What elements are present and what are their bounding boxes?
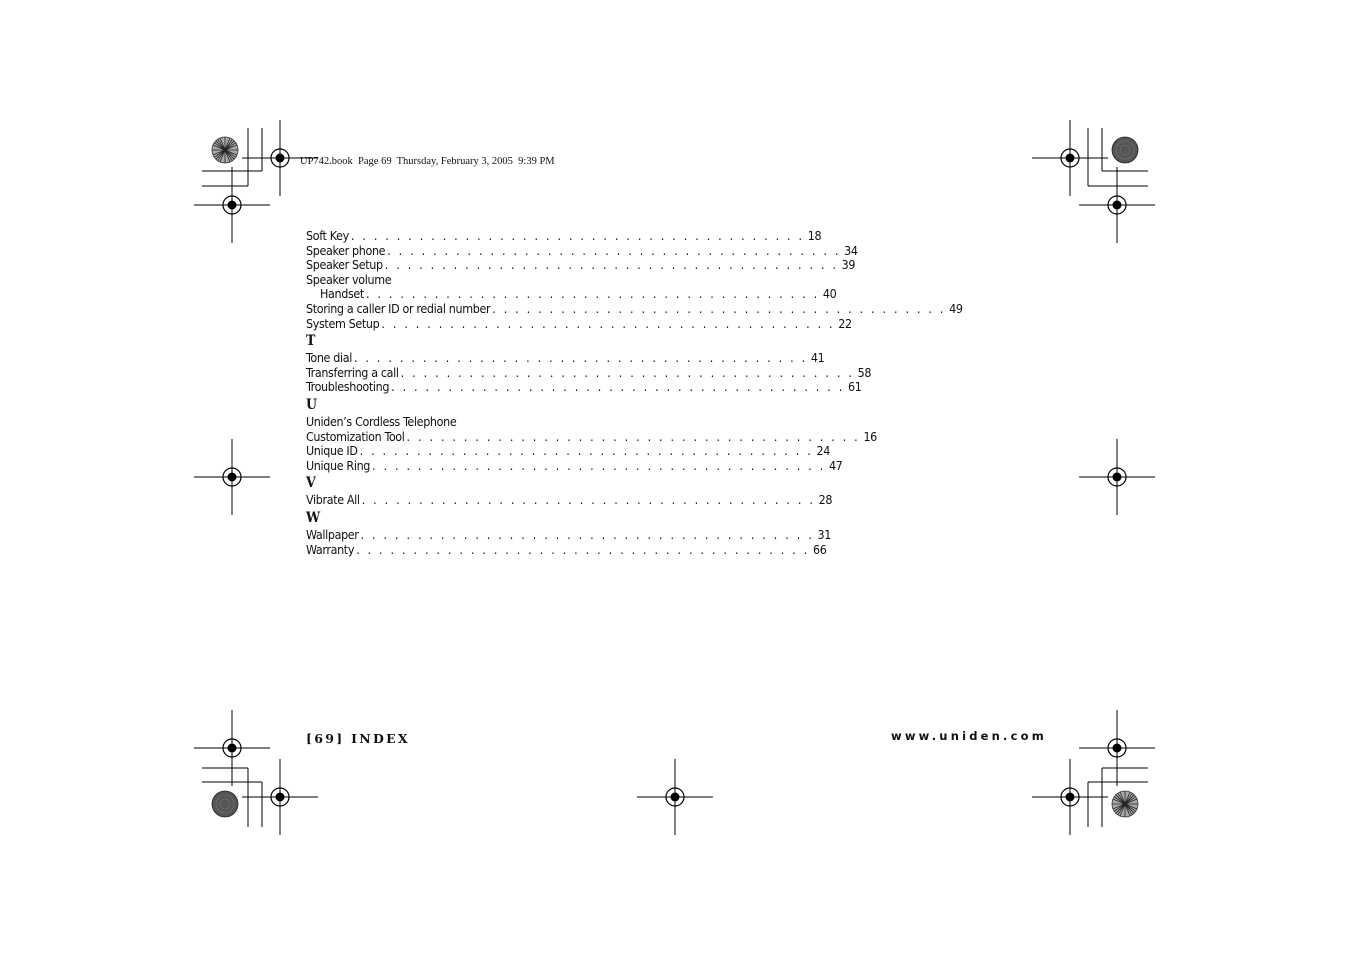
index-letter-heading: T bbox=[306, 333, 316, 350]
dot-leader: . . . . . . . . . . . . . . . . . . . . . . . . . . . . . . . . . . . . . . . . bbox=[361, 492, 816, 508]
index-entry-term: Wallpaper bbox=[306, 526, 359, 542]
index-entry-term: Tone dial bbox=[306, 350, 352, 366]
index-entry bbox=[306, 443, 830, 459]
dot-leader: . . . . . . . . . . . . . . . . . . . . . . . . . . . . . . . . . . . . . . . . bbox=[384, 257, 839, 273]
index-entry-term: Speaker phone bbox=[306, 242, 386, 258]
index-entry bbox=[306, 228, 822, 244]
index-entry-page: 18 bbox=[807, 228, 822, 243]
index-entry-term: Storing a caller ID or redial number bbox=[306, 300, 491, 316]
dot-leader: . . . . . . . . . . . . . . . . . . . . . . . . . . . . . . . . . . . . . . . . bbox=[353, 350, 808, 366]
index-entry-term: Speaker Setup bbox=[306, 257, 383, 273]
index-entry bbox=[306, 428, 877, 445]
index-entry-term: Transferring a call bbox=[306, 364, 399, 380]
dot-leader: . . . . . . . . . . . . . . . . . . . . . . . . . . . . . . . . . . . . . . . . bbox=[406, 428, 860, 444]
index-entry bbox=[306, 300, 963, 317]
footer-website: www.uniden.com bbox=[891, 729, 1047, 743]
dot-leader: . . . . . . . . . . . . . . . . . . . . . . . . . . . . . . . . . . . . . . . . bbox=[400, 364, 855, 380]
index-entry-page: 61 bbox=[848, 379, 862, 395]
index-entry bbox=[306, 242, 858, 259]
index-entry-term: Unique Ring bbox=[306, 457, 371, 473]
index-entry-page: 24 bbox=[816, 443, 830, 459]
index-column bbox=[306, 228, 963, 557]
index-entry-page: 58 bbox=[857, 364, 872, 380]
dot-leader: . . . . . . . . . . . . . . . . . . . . . . . . . . . . . . . . . . . . . . . . bbox=[350, 228, 805, 243]
index-entry-page: 47 bbox=[828, 457, 843, 473]
index-parent-entry: Uniden’s Cordless Telephone bbox=[306, 413, 457, 429]
index-letter-heading: W bbox=[306, 509, 321, 526]
index-entry-page: 34 bbox=[844, 242, 858, 258]
index-entry-page: 39 bbox=[841, 257, 856, 273]
dot-leader: . . . . . . . . . . . . . . . . . . . . . . . . . . . . . . . . . . . . . . . . bbox=[387, 242, 841, 258]
index-entry-page: 31 bbox=[817, 526, 831, 542]
index-entry-page: 16 bbox=[863, 428, 877, 444]
index-letter-heading: U bbox=[306, 396, 317, 413]
index-entry bbox=[306, 541, 827, 558]
print-slug-line: UP742.book Page 69 Thursday, February 3, 2005 9:39 PM bbox=[300, 156, 555, 167]
dot-leader: . . . . . . . . . . . . . . . . . . . . . . . . . . . . . . . . . . . . . . . . bbox=[356, 541, 810, 557]
index-entry-page: 40 bbox=[822, 286, 837, 302]
footer-page-label: [69] INDEX bbox=[306, 731, 410, 746]
index-entry-term: System Setup bbox=[306, 315, 380, 331]
index-entry-page: 28 bbox=[818, 492, 833, 508]
index-entry-term: Handset bbox=[320, 286, 364, 302]
index-entry-page: 49 bbox=[949, 300, 963, 316]
index-letter-heading: V bbox=[306, 475, 316, 492]
index-entry-term: Customization Tool bbox=[306, 428, 405, 444]
index-entry-page: 41 bbox=[810, 350, 825, 366]
index-entry-page: 22 bbox=[838, 315, 852, 331]
index-entry bbox=[306, 364, 872, 381]
index-entry-term: Unique ID bbox=[306, 443, 358, 459]
index-entry bbox=[306, 350, 825, 366]
dot-leader: . . . . . . . . . . . . . . . . . . . . . . . . . . . . . . . . . . . . . . . . bbox=[381, 315, 835, 331]
index-parent-entry: Speaker volume bbox=[306, 271, 392, 287]
index-entry bbox=[306, 492, 833, 508]
index-entry bbox=[306, 257, 856, 273]
index-entry bbox=[306, 379, 862, 395]
index-entry-term: Soft Key bbox=[306, 228, 349, 243]
dot-leader: . . . . . . . . . . . . . . . . . . . . . . . . . . . . . . . . . . . . . . . . bbox=[360, 526, 814, 542]
dot-leader: . . . . . . . . . . . . . . . . . . . . . . . . . . . . . . . . . . . . . . . . bbox=[391, 379, 845, 395]
index-entry bbox=[306, 286, 837, 302]
index-entry-term: Vibrate All bbox=[306, 492, 360, 508]
index-entry bbox=[306, 526, 831, 543]
index-entry-page: 66 bbox=[813, 541, 827, 557]
dot-leader: . . . . . . . . . . . . . . . . . . . . . . . . . . . . . . . . . . . . . . . . bbox=[492, 300, 946, 316]
index-entry-term: Warranty bbox=[306, 541, 355, 557]
index-entry bbox=[306, 315, 852, 332]
dot-leader: . . . . . . . . . . . . . . . . . . . . . . . . . . . . . . . . . . . . . . . . bbox=[359, 443, 813, 459]
index-entry bbox=[306, 457, 843, 474]
dot-leader: . . . . . . . . . . . . . . . . . . . . . . . . . . . . . . . . . . . . . . . . bbox=[365, 286, 820, 302]
index-entry-term: Troubleshooting bbox=[306, 379, 390, 395]
dot-leader: . . . . . . . . . . . . . . . . . . . . . . . . . . . . . . . . . . . . . . . . bbox=[372, 457, 826, 473]
